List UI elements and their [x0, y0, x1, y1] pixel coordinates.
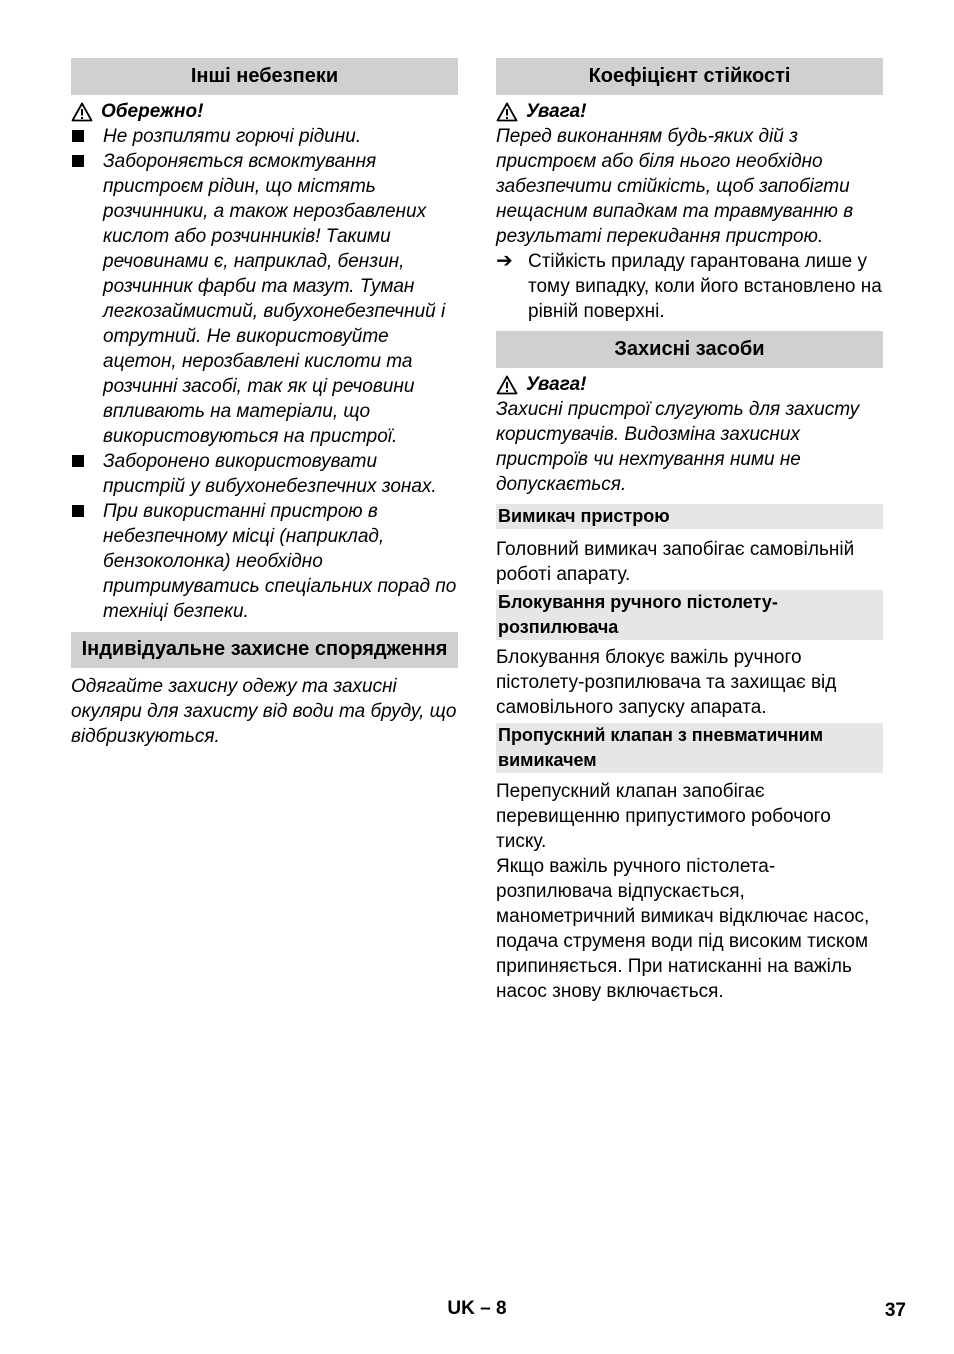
stability-paragraph: Перед виконанням будь-яких дій з пристроєм або біля нього необхідно забезпечити стійкість, щоб запобігти нещасним випадкам та травмуванню в результаті перекидання пристрою. — [496, 126, 854, 247]
device-switch-text: Головний вимикач запобігає самовільній роботі апарату. — [496, 539, 855, 585]
warning-text: Увага! — [526, 374, 587, 395]
warning-label — [496, 99, 883, 124]
protective-devices-paragraph: Захисні пристрої слугують для захисту користувачів. Видозміна захисних пристроїв чи нехтування ними не допускається. — [496, 399, 860, 495]
section-heading-stability: Коефіцієнт стійкості — [496, 58, 883, 95]
bullet-square-icon — [72, 505, 84, 517]
arrow-right-icon: ➔ — [496, 250, 513, 272]
warning-label — [71, 99, 458, 124]
bypass-valve-text-2: Якщо важіль ручного пістолета-розпилювача відпускається, манометричний вимикач відключає насос, подача струменя води під високим тиском припиняється. При натисканні на важіль насос знову включається. — [496, 856, 870, 1002]
ppe-paragraph: Одягайте захисну одежу та захисні окуляри для захисту від води та бруду, що відбризкуються. — [71, 676, 457, 747]
list-item: Не розпиляти горючі рідини. — [71, 124, 458, 149]
warning-label — [496, 372, 883, 397]
warning-triangle-icon — [71, 102, 93, 122]
bullet-square-icon — [72, 130, 84, 142]
bypass-valve-text: Перепускний клапан запобігає перевищенню припустимого робочого тиску. — [496, 781, 831, 852]
section-heading-protective-devices: Захисні засоби — [496, 331, 883, 368]
list-item: Заборонено використовувати пристрій у вибухонебезпечних зонах. — [71, 449, 458, 499]
list-item: При використанні пристрою в небезпечному місці (наприклад, бензоколонка) необхідно притримуватись спеціальних порад по техніці безпеки. — [71, 499, 458, 624]
subheading-gun-lock: Блокування ручного пістолету-розпилювача — [496, 590, 883, 640]
left-column — [71, 58, 458, 749]
footer-section-label: UK – 8 — [447, 1298, 507, 1319]
bullet-square-icon — [72, 155, 84, 167]
page-number: 37 — [884, 1300, 906, 1321]
section-heading-ppe: Індивідуальне захисне спорядження — [71, 632, 458, 668]
warning-text: Обережно! — [101, 101, 204, 122]
warning-text: Увага! — [526, 101, 587, 122]
subheading-device-switch: Вимикач пристрою — [496, 504, 883, 529]
right-column — [496, 58, 883, 1004]
stability-note: ➔ Стійкість приладу гарантована лише у тому випадку, коли його встановлено на рівній поверхні. — [496, 250, 882, 322]
bullet-square-icon — [72, 455, 84, 467]
hazard-list — [71, 124, 458, 624]
list-item: Забороняється всмоктування пристроєм рідин, що містять розчинники, а також нерозбавлених кислот або розчинників! Такими речовинами є, наприклад, бензин, розчинник фарби та мазут. Туман легкозаймистий, вибухонебезпечний і отрутний. Не використовуйте ацетон, нерозбавлені кислоти та розчинні засобі, так як ці речовини впливають на матеріали, що використовуються на пристрої. — [71, 149, 458, 449]
gun-lock-text: Блокування блокує важіль ручного пістолету-розпилювача та захищає від самовільного запуску апарата. — [496, 647, 837, 718]
section-heading-other-hazards: Інші небезпеки — [71, 58, 458, 95]
warning-triangle-icon — [496, 102, 518, 122]
warning-triangle-icon — [496, 375, 518, 395]
subheading-bypass-valve: Пропускний клапан з пневматичним вимикачем — [496, 723, 883, 773]
